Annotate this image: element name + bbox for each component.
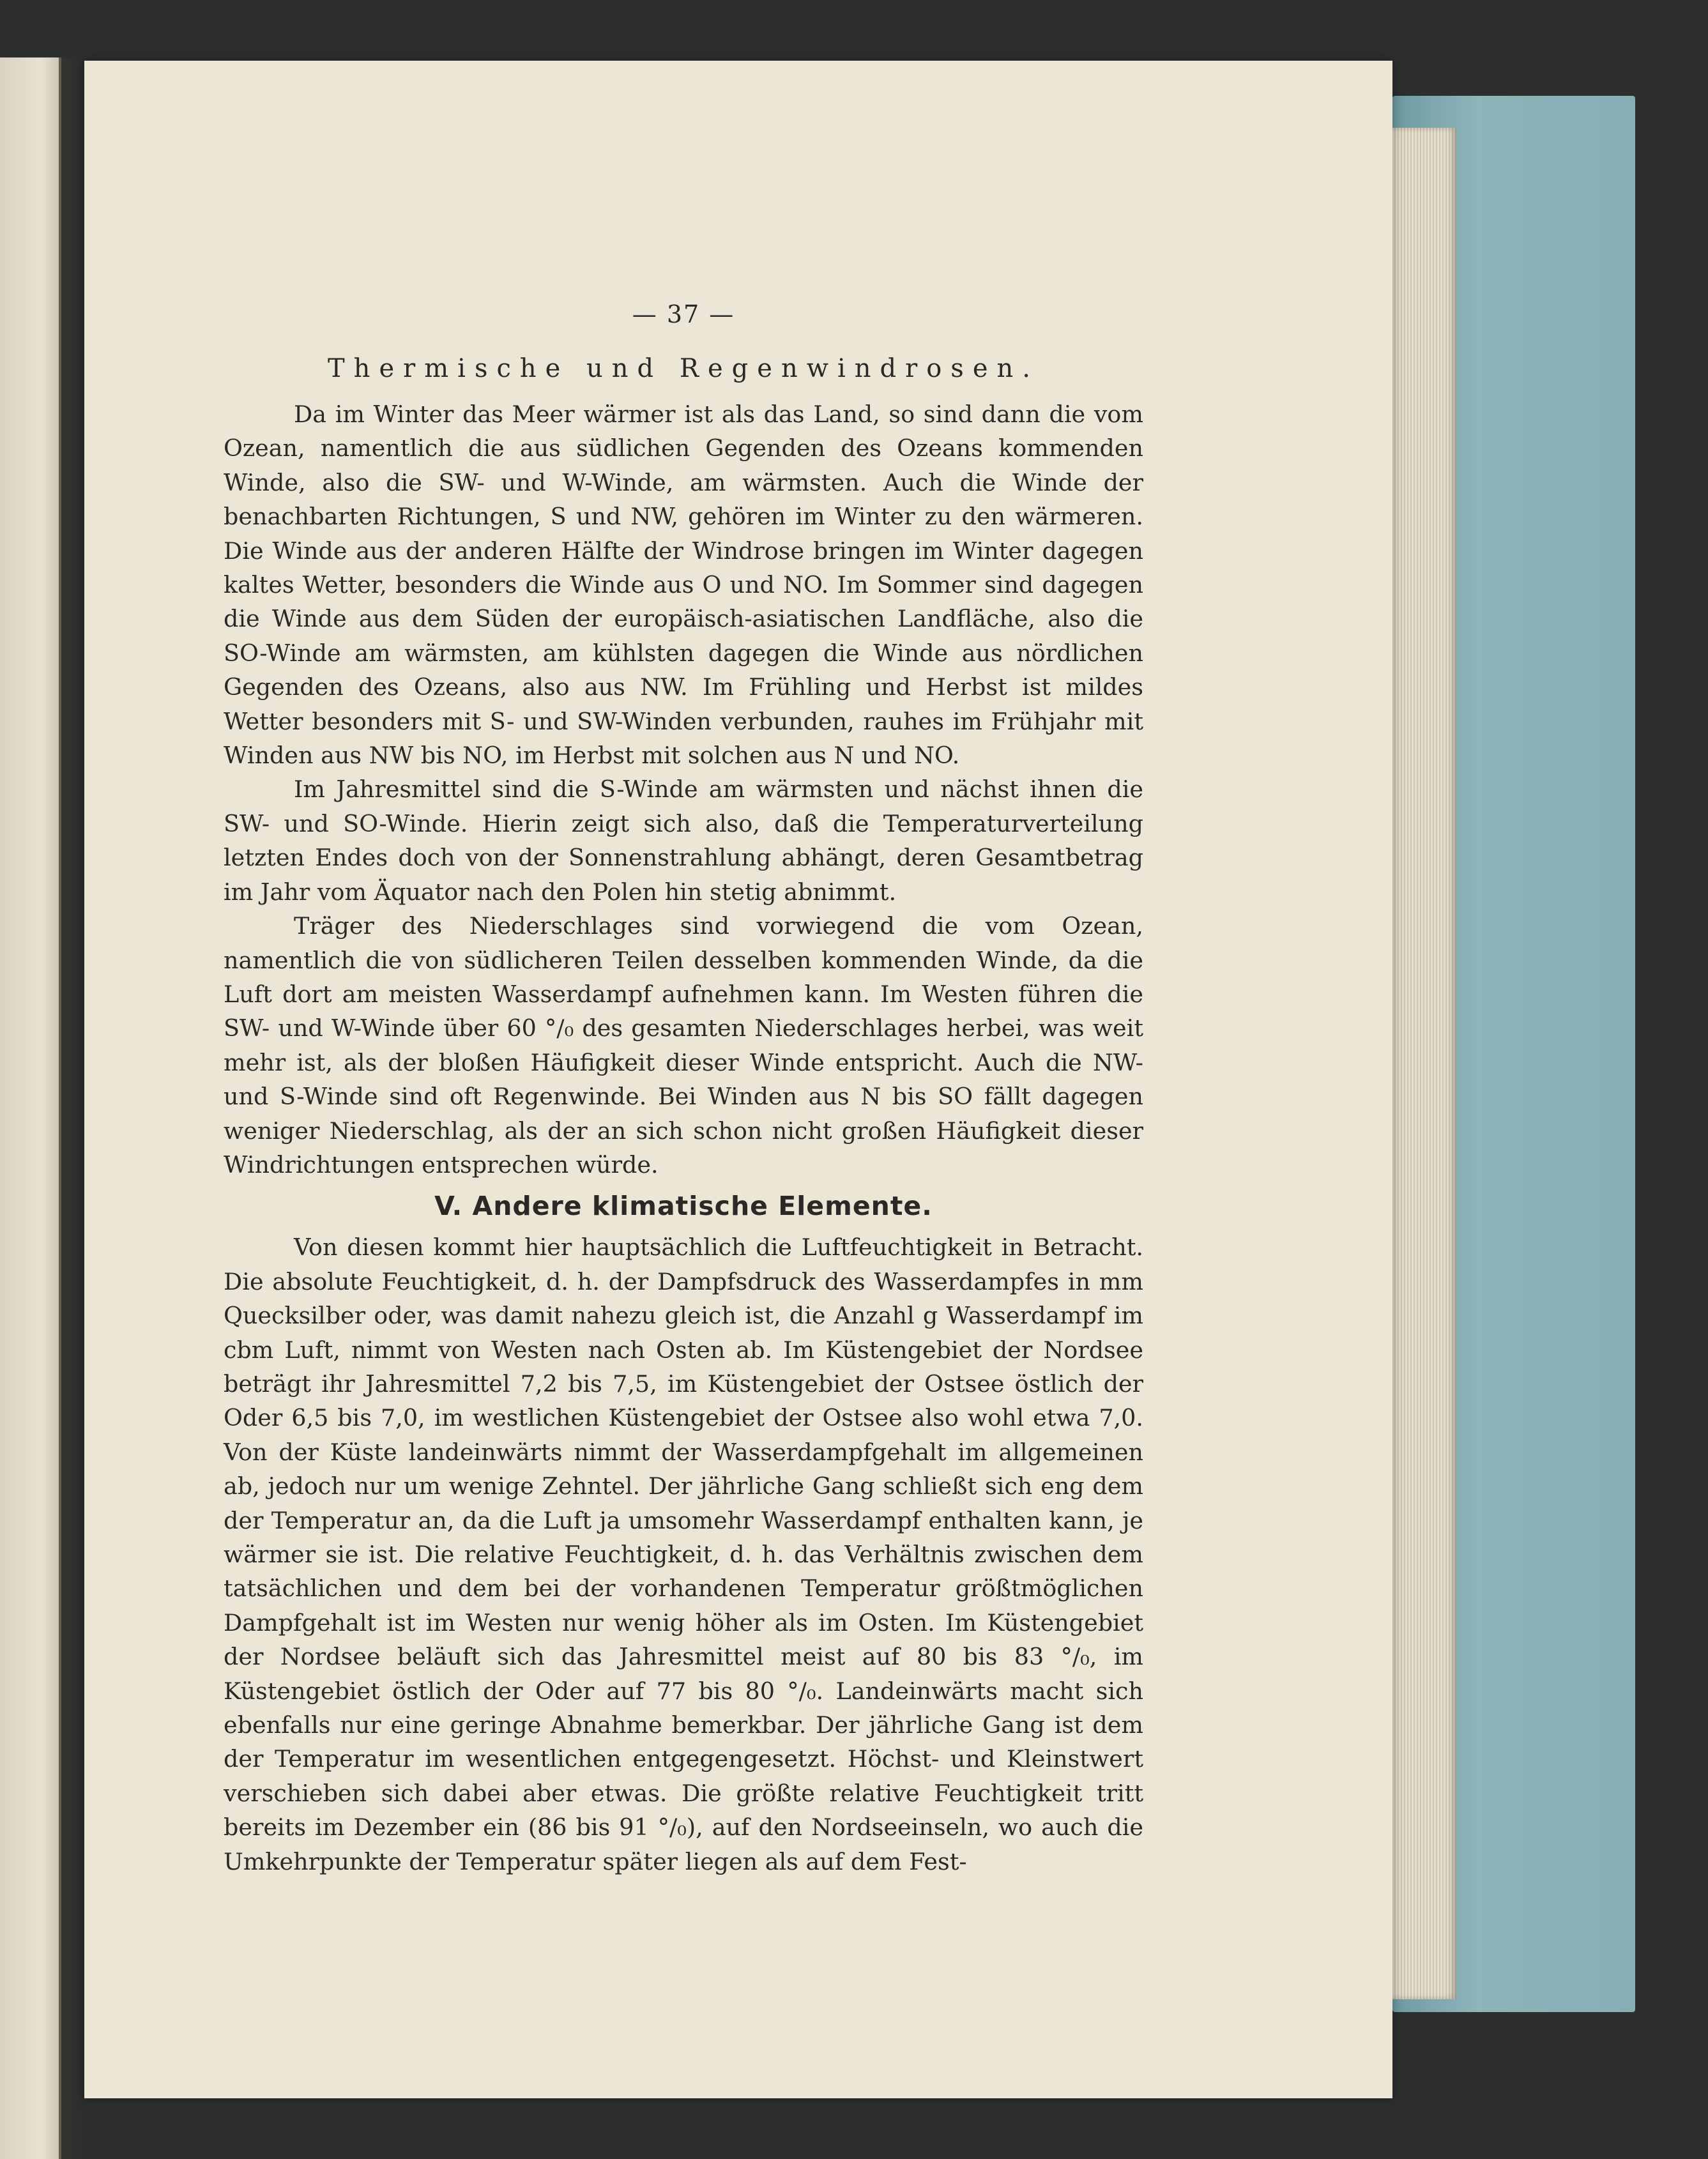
gutter-shadow (59, 57, 84, 2159)
chapter-heading: V. Andere klimatische Elemente. (434, 1191, 933, 1222)
paragraph: Von diesen kommt hier hauptsächlich die Luftfeuchtigkeit in Betracht. Die absolute Feuchtigkeit, d. h. der Dampfsdruck des Wasserdampfes in mm Quecksilber oder, was damit nahezu gleich ist, die Anzahl g Wasserdampf im cbm Luft, nimmt von Westen nach Osten ab. Im Küstengebiet der Nordsee beträgt ihr Jahresmittel 7,2 bis 7,5, im Küstengebiet der Ostsee östlich der Oder 6,5 bis 7,0, im westlichen Küstengebiet der Ostsee also wohl etwa 7,0. Von der Küste landeinwärts nimmt der Wasserdampfgehalt im allgemeinen ab, jedoch nur um wenige Zehntel. Der jährliche Gang schließt sich eng dem der Temperatur an, da die Luft ja umsomehr Wasserdampf enthalten kann, je wärmer sie ist. Die relative Feuchtigkeit, d. h. das Verhältnis zwischen dem tatsächlichen und dem bei der vorhandenen Temperatur größtmöglichen Dampfgehalt ist im Westen nur wenig höher als im Osten. Im Küstengebiet der Nordsee beläuft sich das Jahresmittel meist auf 80 bis 83 °/₀, im Küstengebiet östlich der Oder auf 77 bis 80 °/₀. Landeinwärts macht sich ebenfalls nur eine geringe Abnahme bemerkbar. Der jährliche Gang ist dem der Temperatur im wesentlichen entgegengesetzt. Höchst- und Kleinstwert verschieben sich dabei aber etwas. Die größte relative Feuchtigkeit tritt bereits im Dezember ein (86 bis 91 °/₀), auf den Nordseeinseln, wo auch die Umkehrpunkte der Temperatur später liegen als auf dem Fest- (224, 1233, 1143, 1875)
paragraph: Da im Winter das Meer wärmer ist als das Land, so sind dann die vom Ozean, namentlich die aus südlichen Gegenden des Ozeans kommenden Winde, also die SW- und W-Winde, am wärmsten. Auch die Winde der benachbarten Richtungen, S und NW, gehören im Winter zu den wärmeren. Die Winde aus der anderen Hälfte der Windrose bringen im Winter dagegen kaltes Wetter, besonders die Winde aus O und NO. Im Sommer sind dagegen die Winde aus dem Süden der europäisch-asiatischen Landfläche, also die SO-Winde am wärmsten, am kühlsten dagegen die Winde aus nördlichen Gegenden des Ozeans, also aus NW. Im Frühling und Herbst ist mildes Wetter besonders mit S- und SW-Winden verbunden, rauhes im Frühjahr mit Winden aus NW bis NO, im Herbst mit solchen aus N und NO. (224, 401, 1143, 770)
page-number: — 37 — (632, 300, 735, 328)
page-text-block (224, 249, 1143, 1879)
page-edges (1392, 128, 1456, 1999)
left-page-edge (0, 57, 61, 2159)
paragraph: Im Jahresmittel sind die S-Winde am wärmsten und nächst ihnen die SW- und SO-Winde. Hierin zeigt sich also, daß die Temperaturverteilung letzten Endes doch von der Sonnenstrahlung abhängt, deren Gesamtbetrag im Jahr vom Äquator nach den Polen hin stetig abnimmt. (224, 775, 1143, 906)
book-page (84, 61, 1392, 2098)
section-title: Thermische und Regenwindrosen. (328, 354, 1039, 383)
paragraph: Träger des Niederschlages sind vorwiegend die vom Ozean, namentlich die von südlicheren Teilen desselben kommenden Winde, da die Luft dort am meisten Wasserdampf aufnehmen kann. Im Westen führen die SW- und W-Winde über 60 °/₀ des gesamten Niederschlages herbei, was weit mehr ist, als der bloßen Häufigkeit dieser Winde entspricht. Auch die NW- und S-Winde sind oft Regenwinde. Bei Winden aus N bis SO fällt dagegen weniger Niederschlag, als der an sich schon nicht großen Häufigkeit dieser Windrichtungen entsprechen würde. (224, 912, 1143, 1179)
